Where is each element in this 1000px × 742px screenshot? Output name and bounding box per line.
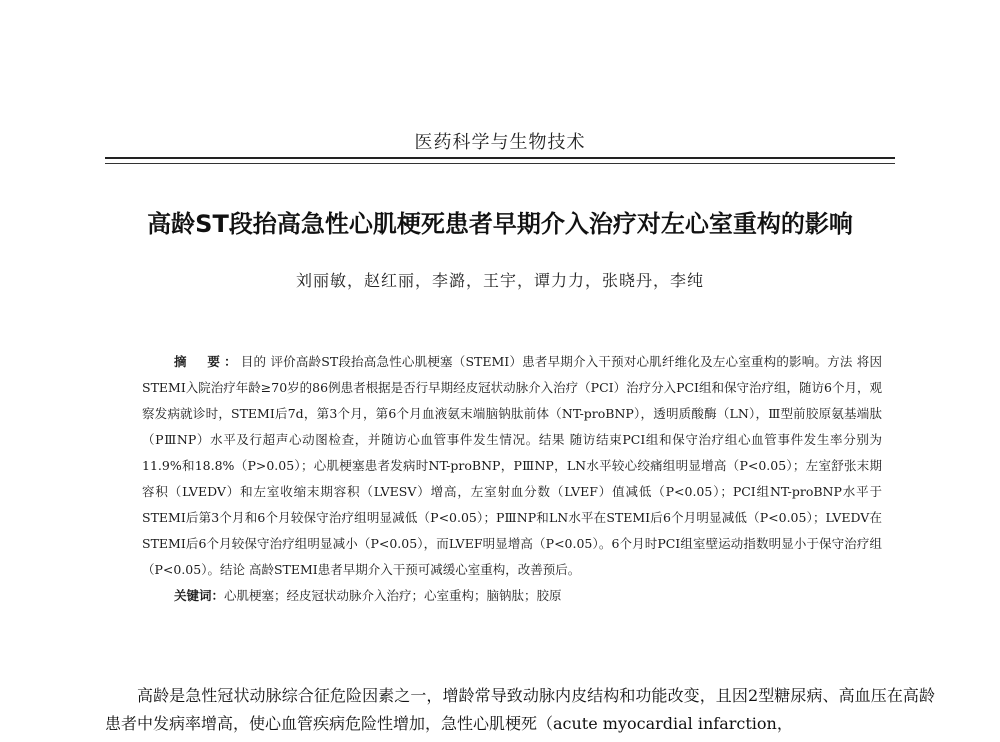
abstract-text: 目的 评价高龄ST段抬高急性心肌梗塞（STEMI）患者早期介入干预对心肌纤维化及左心室重构的影响。方法 将因STEMI入院治疗年龄≥70岁的86例患者根据是否行早期经皮冠状动脉介入治疗（PCI）治疗分入PCI组和保守治疗组，随访6个月，观察发病就诊时，STEMI后7d，第3个月，第6个月血液氨末端脑钠肽前体（NT-proBNP），透明质酸酶（LN），Ⅲ型前胶原氨基端肽（PⅢNP）水平及行超声心动图检查，并随访心血管事件发生情况。结果 随访结束PCI组和保守治疗组心血管事件发生率分别为11.9%和18.8%（P>0.05）；心肌梗塞患者发病时NT-proBNP，PⅢNP，LN水平较心绞痛组明显增高（P<0.05）；左室舒张末期容积（LVEDV）和左室收缩末期容积（LVESV）增高，左室射血分数（LVEF）值减低（P<0.05）；PCI组NT-proBNP水平于STEMI后第3个月和6个月较保守治疗组明显减低（P<0.05）；PⅢNP和LN水平在STEMI后6个月明显减低（P<0.05）；LVEDV在STEMI后6个月较保守治疗组明显减小（P<0.05），而LVEF明显增高（P<0.05）。6个月时PCI组室壁运动指数明显小于保守治疗组（P<0.05）。结论 高龄STEMI患者早期介入干预可减缓心室重构，改善预后。 <box>142 354 882 577</box>
keywords-label: 关键词： <box>174 588 225 603</box>
body-paragraph-text: 高龄是急性冠状动脉综合征危险因素之一，增龄常导致动脉内皮结构和功能改变，且因2型糖尿病、高血压在高龄患者中发病率增高，使心血管疾病危险性增加，急性心肌梗死（acute myocardial infarction， <box>105 686 935 733</box>
body-paragraph <box>105 682 935 738</box>
keywords-text: 心肌梗塞；经皮冠状动脉介入治疗；心室重构；脑钠肽；胶原 <box>224 588 562 603</box>
header-rule-thick <box>105 157 895 159</box>
article-title: 高龄ST段抬高急性心肌梗死患者早期介入治疗对左心室重构的影响 <box>147 210 853 238</box>
abstract-block <box>142 349 882 609</box>
author-list: 刘丽敏，赵红丽，李潞，王宇，谭力力，张晓丹，李纯 <box>295 271 704 290</box>
journal-section-header: 医药科学与生物技术 <box>414 132 586 153</box>
header-rule-thin <box>105 163 895 164</box>
keywords-line <box>174 583 882 609</box>
abstract-label: 摘 要： <box>174 354 241 369</box>
